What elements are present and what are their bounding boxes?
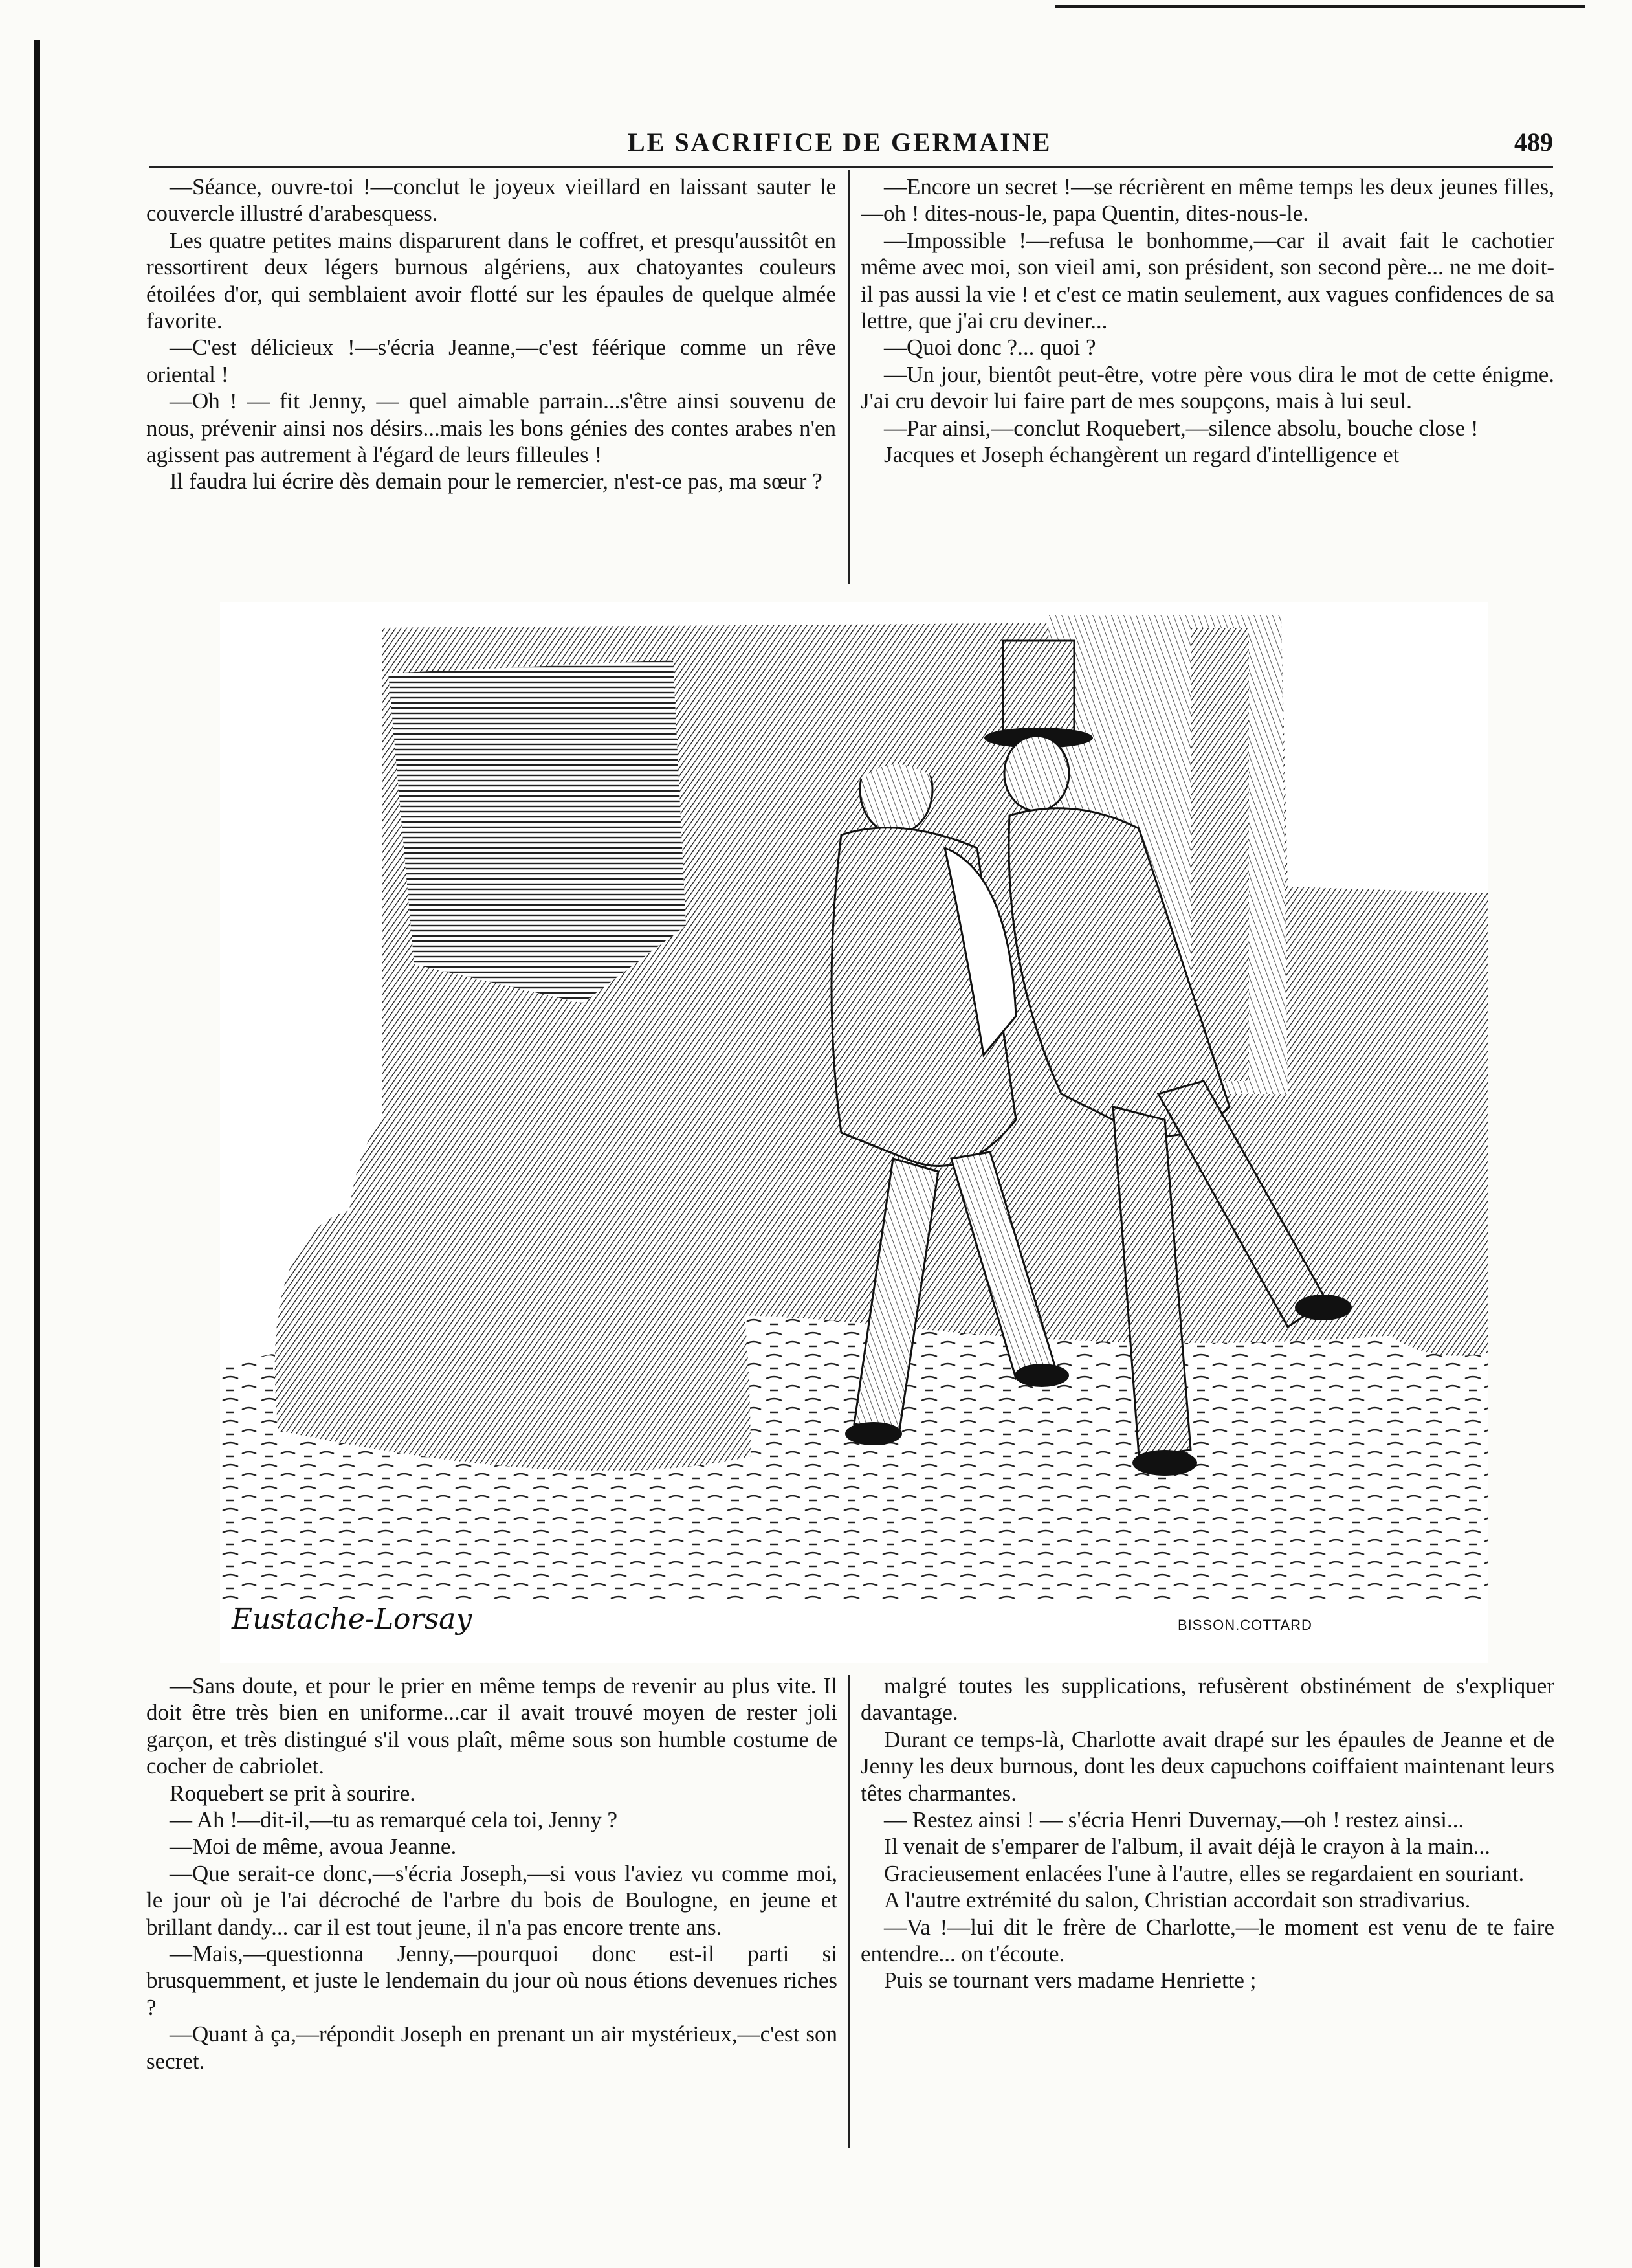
header-rule: [149, 166, 1553, 168]
column-bottom-left: [146, 1673, 837, 2151]
paragraph: —Mais,—questionna Jenny,—pourquoi donc est-il parti si brusquemment, et juste le lendemain du jour où nous étions devenues riches ?: [146, 1941, 837, 2020]
paragraph: malgré toutes les supplications, refusèrent obstinément de s'expliquer davantage.: [861, 1673, 1554, 1726]
running-title: LE SACRIFICE DE GERMAINE: [628, 128, 1052, 157]
paragraph: Jacques et Joseph échangèrent un regard d'intelligence et: [884, 442, 1400, 468]
paragraph: —Va !—lui dit le frère de Charlotte,—le moment est venu de te faire entendre... on t'écoute.: [861, 1914, 1554, 1967]
paragraph: —Quant à ça,—répondit Joseph en prenant un air mystérieux,—c'est son secret.: [146, 2021, 837, 2074]
engraving-illustration: [220, 602, 1488, 1663]
column-top-left: [146, 173, 836, 581]
paragraph: —Oh ! — fit Jenny, — quel aimable parrain...s'être ainsi souvenu de nous, prévenir ainsi nos désirs...mais les bons génies des contes arabes n'en agissent pas autrement à l'égard de leurs filleules !: [146, 388, 836, 468]
binding-edge: [34, 40, 40, 2267]
paragraph: Les quatre petites mains disparurent dans le coffret, et presqu'aussitôt en ressortirent deux légers burnous algériens, aux chatoyantes couleurs étoilées d'or, qui semblaient avoir flotté sur les épaules de quelque almée favorite.: [146, 227, 836, 334]
paragraph: Puis se tournant vers madame Henriette ;: [884, 1968, 1257, 1994]
paragraph: —Encore un secret !—se récrièrent en même temps les deux jeunes filles,—oh ! dites-nous-le, papa Quentin, dites-nous-le.: [861, 174, 1554, 227]
paragraph: —Un jour, bientôt peut-être, votre père vous dira le mot de cette énigme. J'ai cru devoir lui faire part de mes soupçons, mais à lui seul.: [861, 361, 1554, 414]
stone-wall: [388, 660, 686, 1003]
page-number: 489: [1514, 128, 1553, 157]
paragraph: Durant ce temps-là, Charlotte avait drapé sur les épaules de Jeanne et de Jenny les deux burnous, dont les deux capuchons coiffaient maintenant leurs têtes charmantes.: [861, 1726, 1554, 1806]
paragraph: —Séance, ouvre-toi !—conclut le joyeux vieillard en laissant sauter le couvercle illustré d'arabesquess.: [146, 174, 836, 227]
paragraph: —Quoi donc ?... quoi ?: [884, 335, 1096, 361]
paragraph: —Que serait-ce donc,—s'écria Joseph,—si vous l'aviez vu comme moi, le jour où je l'ai décroché de l'arbre du bois de Boulogne, en jeune et brillant dandy... car il est tout jeune, il n'a pas encore trente ans.: [146, 1860, 837, 1940]
paragraph: — Restez ainsi ! — s'écria Henri Duvernay,—oh ! restez ainsi...: [884, 1807, 1464, 1833]
paragraph: A l'autre extrémité du salon, Christian accordait son stradivarius.: [884, 1887, 1471, 1913]
paragraph: Gracieusement enlacées l'une à l'autre, elles se regardaient en souriant.: [884, 1860, 1525, 1886]
paragraph: Il venait de s'emparer de l'album, il avait déjà le crayon à la main...: [884, 1834, 1490, 1860]
paragraph: —Impossible !—refusa le bonhomme,—car il avait fait le cachotier même avec moi, son vieil ami, son président, son second père... ne me doit-il pas aussi la vie ! et c'est ce matin seulement, aux vagues confidences de sa lettre, que j'ai cru deviner...: [861, 227, 1554, 334]
column-top-right: [861, 173, 1554, 581]
paragraph: — Ah !—dit-il,—tu as remarqué cela toi, Jenny ?: [170, 1807, 618, 1833]
engraving-scene: [220, 602, 1488, 1663]
engraver-credit: BISSON.COTTARD: [1178, 1617, 1312, 1633]
right-shadow-figure: [1378, 1084, 1488, 1356]
paragraph: Il faudra lui écrire dès demain pour le remercier, n'est-ce pas, ma sœur ?: [170, 469, 822, 495]
paragraph: —Par ainsi,—conclut Roquebert,—silence absolu, bouche close !: [884, 415, 1479, 441]
page-header: [149, 127, 1553, 166]
top-rule: [1055, 5, 1585, 8]
paragraph: —C'est délicieux !—s'écria Jeanne,—c'est féérique comme un rêve oriental !: [146, 335, 836, 387]
paragraph: —Sans doute, et pour le prier en même temps de revenir au plus vite. Il doit être très bien en uniforme...car il avait trouvé moyen de rester joli garçon, et très distingué s'il vous plaît, même sous son humble costume de cocher de cabriolet.: [146, 1673, 837, 1779]
paragraph: Roquebert se prit à sourire.: [170, 1780, 416, 1806]
paragraph: —Moi de même, avoua Jeanne.: [170, 1834, 457, 1860]
artist-signature: Eustache-Lorsay: [232, 1603, 472, 1636]
column-divider-top: [848, 170, 850, 584]
column-divider-bottom: [848, 1675, 850, 2148]
column-bottom-right: [861, 1673, 1554, 2151]
